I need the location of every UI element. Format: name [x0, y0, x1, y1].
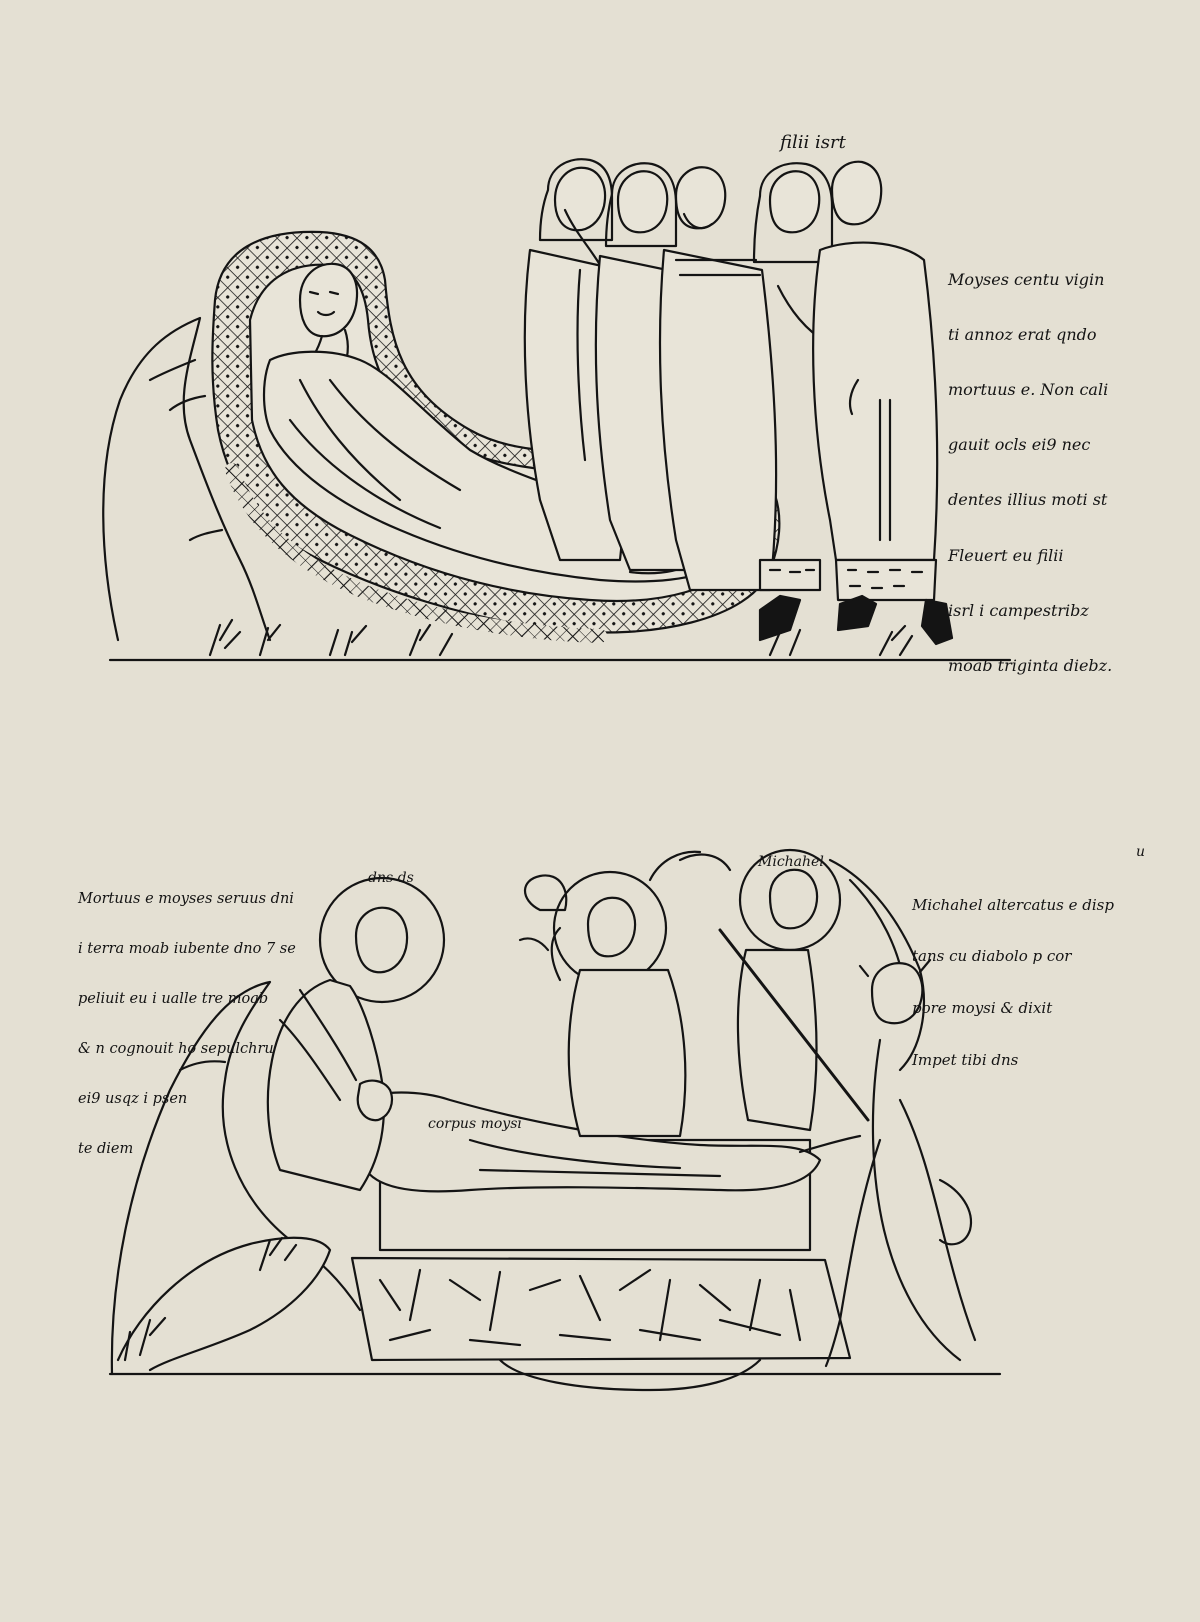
bottom-illustration: [0, 840, 1200, 1440]
inscription-line: isrl i campestribz: [948, 600, 1089, 620]
inscription-line: gauit ocls ei9 nec: [948, 435, 1091, 455]
angel-figure: [520, 852, 730, 1136]
inscription-line: dentes illius moti st: [948, 490, 1108, 510]
inscription-line: Fleuert eu filii: [948, 545, 1064, 565]
inscription-line: peliuit eu i ualle tre moab: [78, 991, 269, 1008]
inscription-line: moab triginta diebz.: [948, 655, 1113, 675]
top-inscription: [948, 234, 1112, 712]
hill-shape: [118, 1238, 330, 1370]
right-inscription: [912, 862, 1114, 1104]
inscription-line: i terra moab iubente dno 7 se: [78, 941, 296, 958]
inscription-line: Impet tibi dns: [912, 1050, 1019, 1069]
inscription-line: te diem: [78, 1141, 134, 1158]
inscription-line: ti annoz erat qndo: [948, 324, 1097, 344]
inscription-line: Michahel altercatus e disp: [912, 895, 1114, 914]
superscript-u: u: [1136, 844, 1146, 860]
label-sons-of-israel: filii isrt: [780, 132, 846, 153]
inscription-line: & n cognouit ho sepulchru: [78, 1041, 274, 1058]
inscription-line: mortuus e. Non cali: [948, 380, 1109, 400]
inscription-line: pore moysi & dixit: [912, 999, 1053, 1017]
label-body-of-moses: corpus moysi: [428, 1116, 522, 1132]
inscription-line: tans cu diabolo p cor: [912, 947, 1072, 966]
inscription-line: Moyses centu vigin: [948, 269, 1105, 289]
left-inscription: [78, 858, 296, 1191]
label-michael: Michahel: [758, 854, 824, 870]
label-lord-god: dns ds: [368, 870, 414, 886]
sarcophagus-base: [352, 1258, 850, 1360]
top-illustration: [0, 0, 1200, 700]
inscription-line: ei9 usqz i psen: [78, 1091, 188, 1108]
inscription-line: Mortuus e moyses seruus dni: [78, 891, 294, 908]
